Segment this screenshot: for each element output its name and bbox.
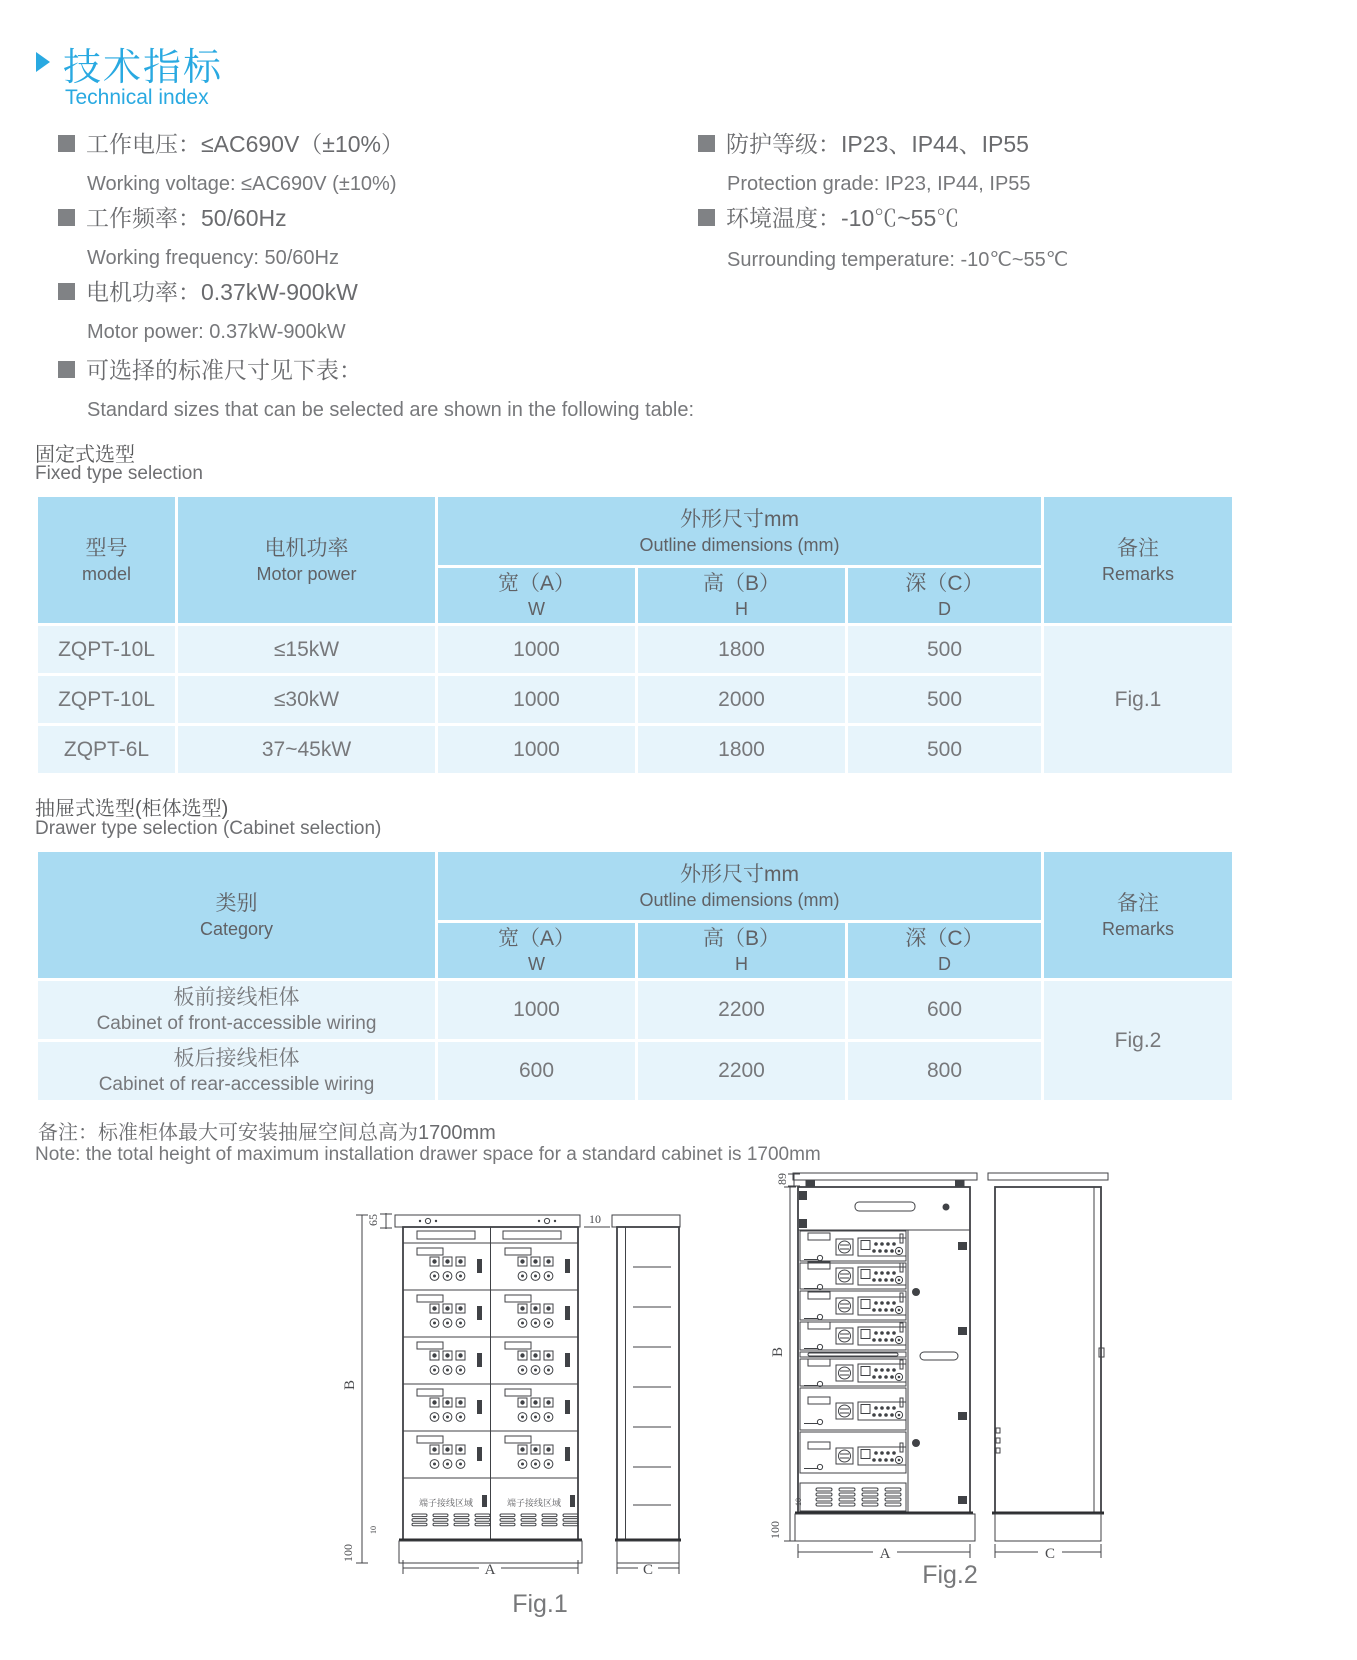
- spec-motor-power: [58, 274, 358, 344]
- cell-category: 板前接线柜体 Cabinet of front-accessible wiring: [37, 980, 437, 1041]
- col-header-category: 类别 Category: [37, 851, 437, 980]
- spec-en: Standard sizes that can be selected are shown in the following table:: [87, 399, 695, 421]
- cell-depth: 800: [847, 1041, 1043, 1102]
- col-header-height: 高（B） H: [637, 922, 847, 980]
- cell-width: 1000: [437, 675, 637, 725]
- spec-surrounding-temperature: [698, 200, 1068, 272]
- fig2-caption: Fig.2: [922, 1561, 978, 1589]
- cell-power: 37~45kW: [177, 725, 437, 775]
- col-header-depth: 深（C） D: [847, 567, 1043, 625]
- drawer-section-title-en: Drawer type selection (Cabinet selection): [35, 818, 382, 839]
- fig1-dim-depth: C: [642, 1562, 654, 1578]
- spec-working-voltage: [58, 126, 404, 196]
- cell-height: 2200: [637, 980, 847, 1041]
- col-header-remarks: 备注 Remarks: [1043, 851, 1234, 980]
- cell-model: ZQPT-6L: [37, 725, 177, 775]
- cell-width: 1000: [437, 725, 637, 775]
- note-zh: 备注：标准柜体最大可安装抽屉空间总高为1700mm: [38, 1122, 496, 1144]
- square-bullet-icon: [58, 135, 75, 152]
- fig2-dim-plinth-small: 10: [794, 1498, 803, 1506]
- fig2-dim-plinth: 100: [768, 1521, 782, 1539]
- drawer-section-title-zh: 抽屉式选型(柜体选型): [35, 798, 229, 820]
- col-header-model: 型号 model: [37, 496, 177, 625]
- cell-depth: 600: [847, 980, 1043, 1041]
- title-triangle-icon: [36, 52, 50, 72]
- fixed-type-table: [35, 494, 1235, 776]
- cell-depth: 500: [847, 675, 1043, 725]
- fig1-dim-width: A: [484, 1562, 496, 1578]
- cell-height: 1800: [637, 725, 847, 775]
- table-row: [37, 625, 1234, 675]
- fig1-dim-plinth-small: 10: [369, 1526, 378, 1534]
- spec-en: Surrounding temperature: -10℃~55℃: [727, 249, 1069, 271]
- spec-zh: 工作电压：≤AC690V（±10%）: [86, 131, 404, 157]
- square-bullet-icon: [58, 361, 75, 378]
- fig1-dim-top-right: 10: [589, 1212, 601, 1226]
- fig1-terminal-label: 端子接线区域: [506, 1498, 562, 1508]
- cell-remark: Fig.2: [1043, 980, 1234, 1102]
- square-bullet-icon: [698, 135, 715, 152]
- fig1-terminal-label: 端子接线区域: [418, 1498, 474, 1508]
- cell-power: ≤30kW: [177, 675, 437, 725]
- spec-working-frequency: [58, 200, 339, 270]
- fig2-dim-width: A: [879, 1546, 891, 1562]
- fig1-dim-plinth: 100: [341, 1544, 355, 1562]
- fig2-dim-depth: C: [1044, 1546, 1056, 1562]
- fig2-dim-height: B: [770, 1346, 786, 1358]
- col-header-outline-dimensions: 外形尺寸mm Outline dimensions (mm): [437, 851, 1043, 922]
- square-bullet-icon: [58, 283, 75, 300]
- spec-en: Working frequency: 50/60Hz: [87, 247, 339, 269]
- col-header-width: 宽（A） W: [437, 567, 637, 625]
- spec-en: Protection grade: IP23, IP44, IP55: [727, 173, 1031, 195]
- fixed-section-title-zh: 固定式选型: [35, 444, 135, 466]
- cell-height: 1800: [637, 625, 847, 675]
- spec-zh: 环境温度：-10℃~55℃: [726, 205, 960, 231]
- spec-protection-grade: [698, 126, 1031, 196]
- fig2-dim-cap: 89: [775, 1173, 789, 1185]
- page-subtitle: Technical index: [65, 86, 209, 109]
- col-header-depth: 深（C） D: [847, 922, 1043, 980]
- spec-zh: 防护等级：IP23、IP44、IP55: [726, 131, 1029, 157]
- spec-en: Motor power: 0.37kW-900kW: [87, 321, 346, 343]
- spec-zh: 工作频率：50/60Hz: [86, 205, 287, 231]
- fig1-dim-cap: 65: [366, 1214, 380, 1226]
- cell-power: ≤15kW: [177, 625, 437, 675]
- square-bullet-icon: [698, 209, 715, 226]
- drawer-type-table: [35, 849, 1235, 1103]
- spec-standard-sizes: [58, 352, 694, 422]
- fig2-drawing: [740, 1160, 1120, 1600]
- fig1-dim-height: B: [342, 1379, 358, 1391]
- col-header-remarks: 备注 Remarks: [1043, 496, 1234, 625]
- cell-model: ZQPT-10L: [37, 625, 177, 675]
- spec-zh: 可选择的标准尺寸见下表：: [86, 357, 362, 383]
- cell-height: 2000: [637, 675, 847, 725]
- cell-width: 600: [437, 1041, 637, 1102]
- col-header-height: 高（B） H: [637, 567, 847, 625]
- table-row: [37, 980, 1234, 1041]
- cell-depth: 500: [847, 625, 1043, 675]
- col-header-outline-dimensions: 外形尺寸mm Outline dimensions (mm): [437, 496, 1043, 567]
- cell-depth: 500: [847, 725, 1043, 775]
- fig1-drawing: [340, 1195, 690, 1620]
- col-header-width: 宽（A） W: [437, 922, 637, 980]
- cell-remark: Fig.1: [1043, 625, 1234, 775]
- page-title: 技术指标: [63, 47, 224, 89]
- spec-en: Working voltage: ≤AC690V (±10%): [87, 173, 397, 195]
- cell-width: 1000: [437, 980, 637, 1041]
- spec-zh: 电机功率：0.37kW-900kW: [86, 279, 358, 305]
- note-en: Note: the total height of maximum installation drawer space for a standard cabinet is 1700mm: [35, 1144, 821, 1165]
- col-header-motor-power: 电机功率 Motor power: [177, 496, 437, 625]
- fig1-caption: Fig.1: [512, 1590, 568, 1618]
- square-bullet-icon: [58, 209, 75, 226]
- cell-height: 2200: [637, 1041, 847, 1102]
- cell-model: ZQPT-10L: [37, 675, 177, 725]
- cell-category: 板后接线柜体 Cabinet of rear-accessible wiring: [37, 1041, 437, 1102]
- cell-width: 1000: [437, 625, 637, 675]
- fixed-section-title-en: Fixed type selection: [35, 463, 203, 484]
